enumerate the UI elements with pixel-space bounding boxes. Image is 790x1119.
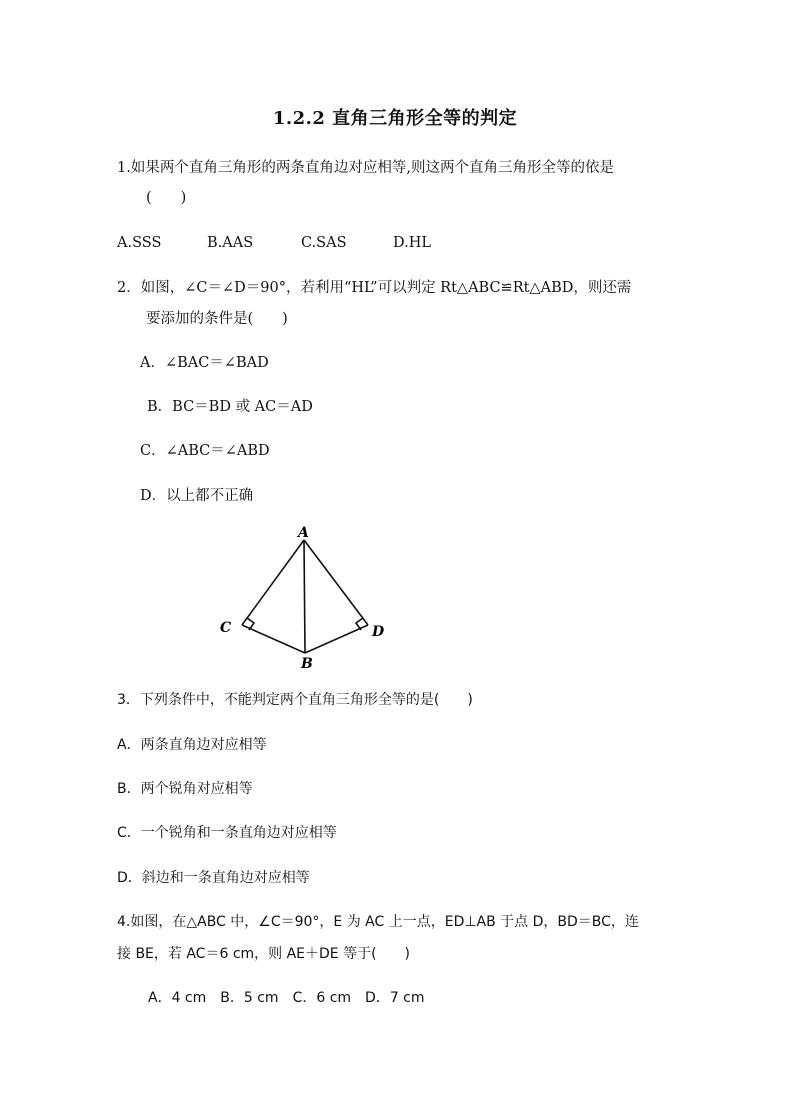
segment-ac bbox=[242, 540, 304, 625]
q3-option-d: D．斜边和一条直角边对应相等 bbox=[117, 870, 310, 886]
q1-option-d: D.HL bbox=[393, 235, 431, 251]
page-title: 1.2.2 直角三角形全等的判定 bbox=[272, 108, 518, 129]
q1-option-c: C.SAS bbox=[301, 235, 347, 251]
q3-stem: 3．下列条件中，不能判定两个直角三角形全等的是( ) bbox=[117, 692, 473, 708]
vertex-label-a: A bbox=[298, 525, 309, 541]
segment-cb bbox=[242, 625, 305, 653]
q3-option-a: A．两条直角边对应相等 bbox=[117, 737, 267, 753]
q2-stem: 2．如图，∠C＝∠D＝90°，若利用“HL”可以判定 Rt△ABC≌Rt△ABD，则还需 bbox=[117, 280, 632, 296]
segment-ab bbox=[304, 540, 305, 653]
q2-option-d: D．以上都不正确 bbox=[140, 488, 254, 504]
q1-option-a: A.SSS bbox=[117, 235, 162, 251]
q1-stem: 1.如果两个直角三角形的两条直角边对应相等,则这两个直角三角形全等的依是 bbox=[117, 160, 614, 176]
triangle-lines bbox=[242, 540, 368, 653]
q4-options: A．4 cm B．5 cm C．6 cm D．7 cm bbox=[148, 990, 425, 1006]
q4-stem-continued: 接 BE，若 AC＝6 cm，则 AE＋DE 等于( ) bbox=[117, 946, 411, 962]
q1-option-b: B.AAS bbox=[207, 235, 254, 251]
q2-stem-continued: 要添加的条件是( ) bbox=[146, 311, 288, 327]
vertex-label-c: C bbox=[220, 620, 232, 636]
vertex-label-b: B bbox=[301, 656, 313, 672]
q2-option-a: A．∠BAC＝∠BAD bbox=[140, 355, 269, 371]
q1-paren: ( ) bbox=[146, 190, 187, 206]
triangle-figure bbox=[215, 520, 395, 675]
q2-option-b: B．BC＝BD 或 AC＝AD bbox=[147, 399, 313, 415]
segment-ad bbox=[304, 540, 368, 625]
q3-option-b: B．两个锐角对应相等 bbox=[117, 781, 253, 797]
segment-db bbox=[305, 625, 368, 653]
q2-option-c: C．∠ABC＝∠ABD bbox=[140, 443, 270, 459]
vertex-label-d: D bbox=[372, 624, 385, 640]
q3-option-c: C．一个锐角和一条直角边对应相等 bbox=[117, 825, 337, 841]
q4-stem: 4.如图，在△ABC 中，∠C＝90°，E 为 AC 上一点，ED⊥AB 于点 D，BD＝BC，连 bbox=[117, 914, 639, 930]
